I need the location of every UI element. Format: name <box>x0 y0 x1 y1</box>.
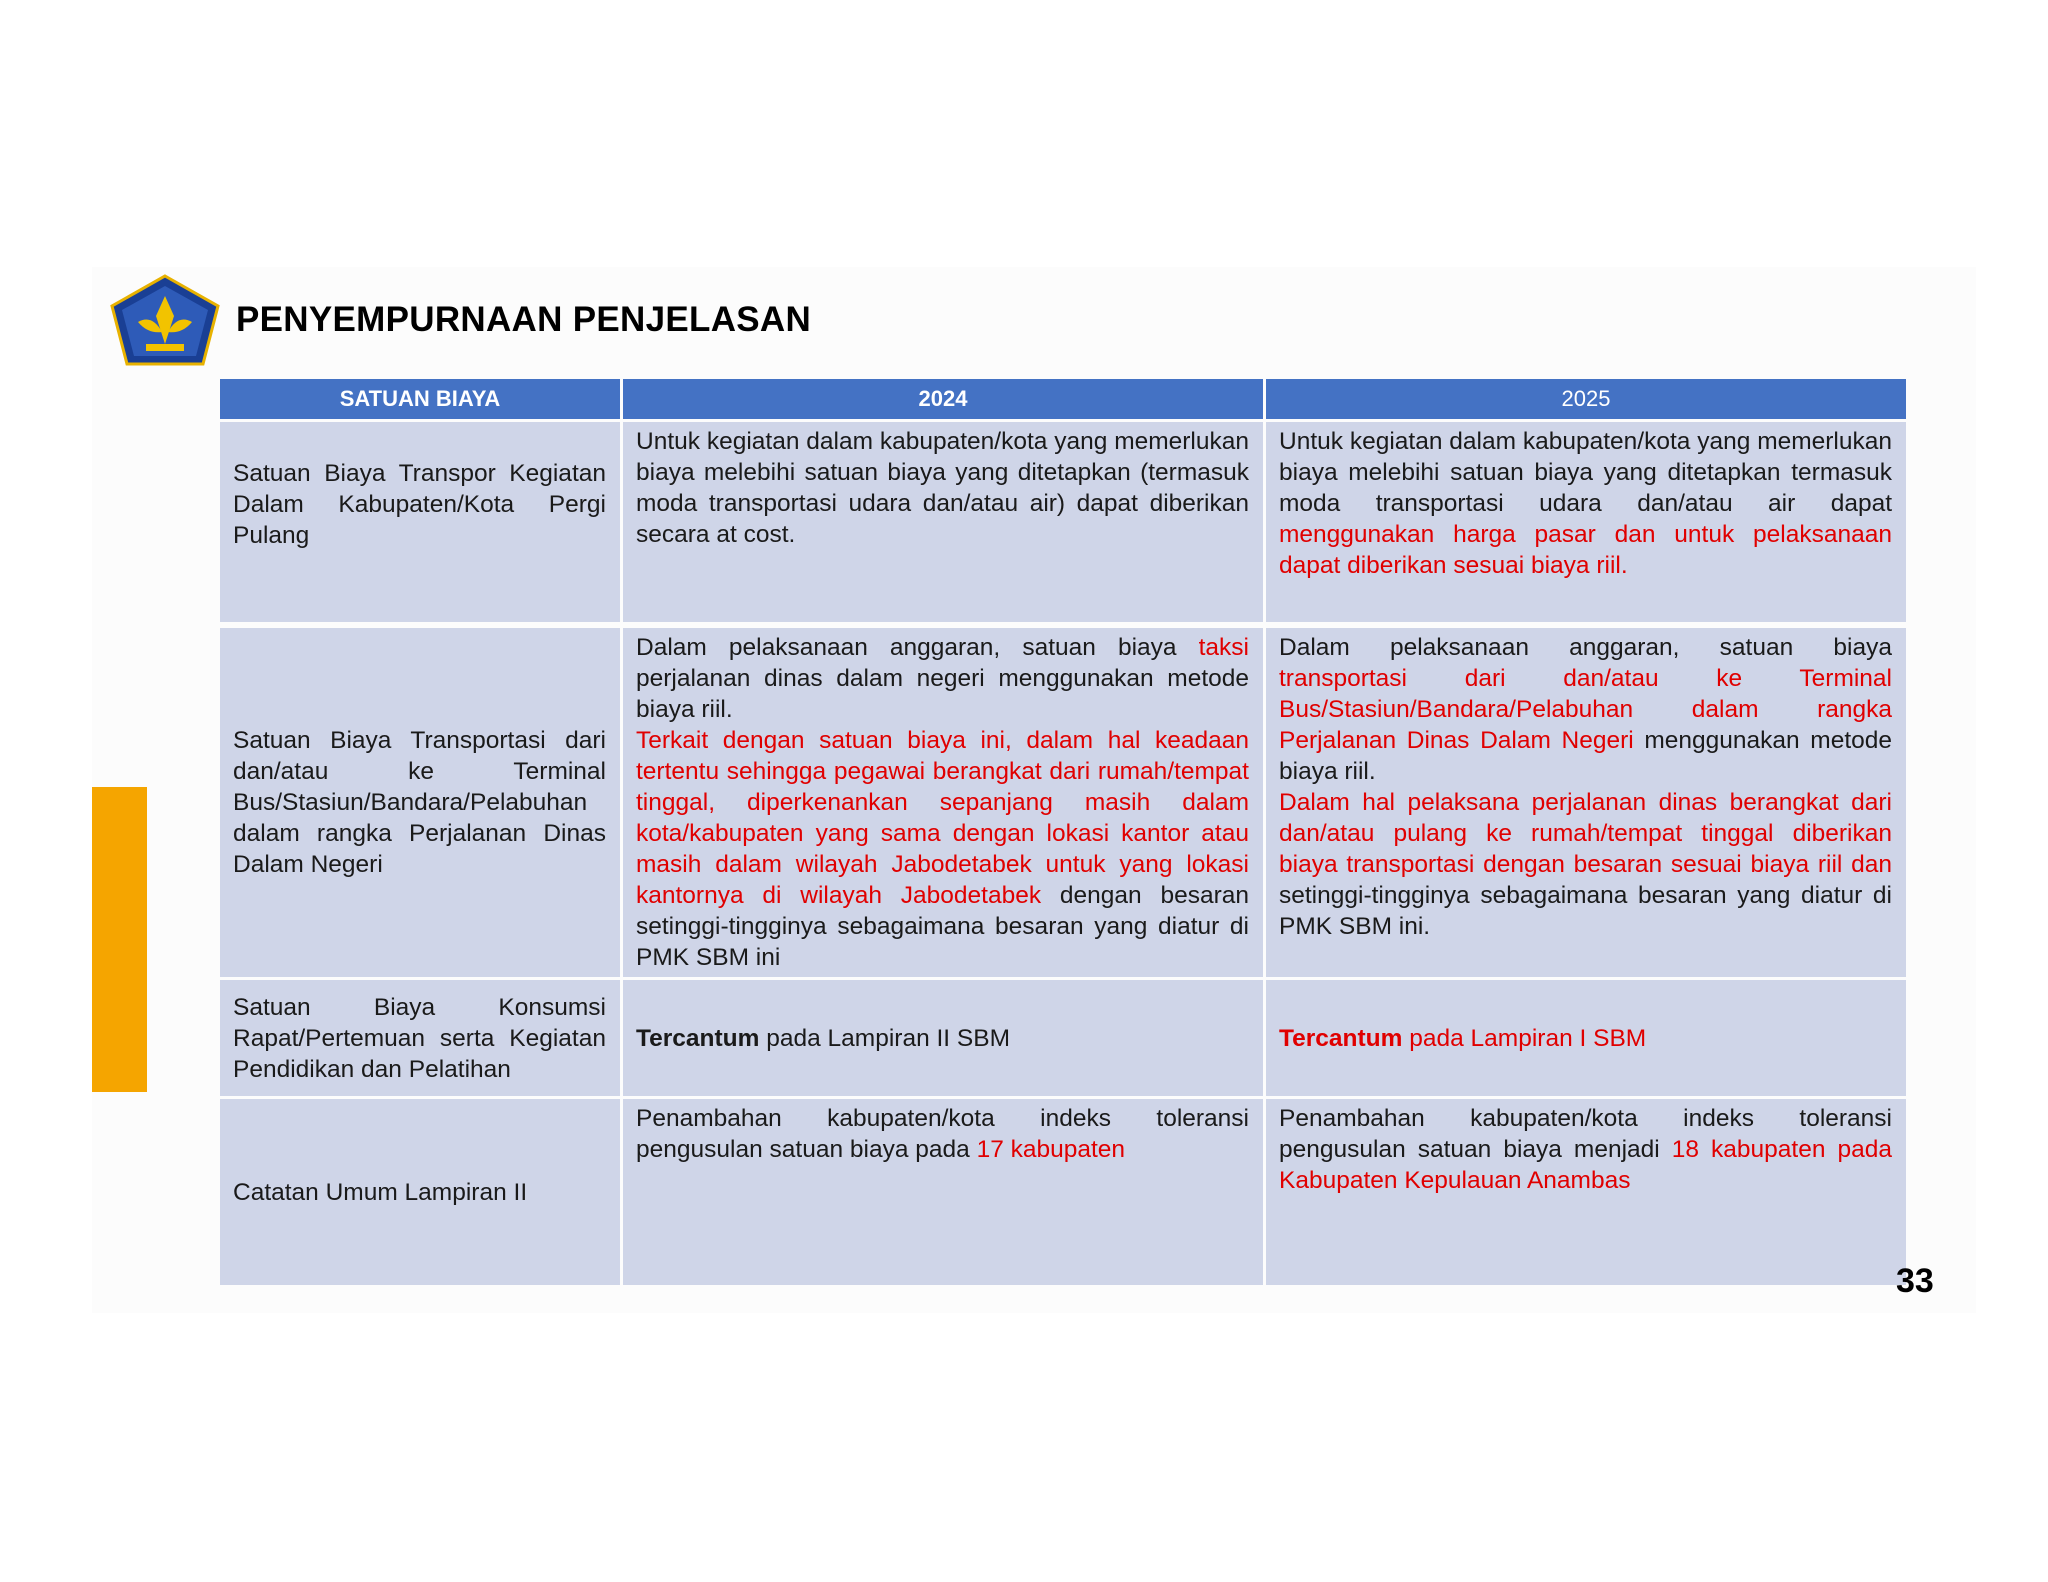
cell-2025 <box>1266 1099 1906 1285</box>
column-header-2024: 2024 <box>623 379 1263 419</box>
column-header-satuan-biaya: SATUAN BIAYA <box>220 379 620 419</box>
kemenkeu-emblem-icon <box>108 274 222 366</box>
cell-text-changed: taksi <box>1198 634 1249 661</box>
cell-text-changed: Dalam hal pelaksana perjalanan dinas berangkat dari dan/atau pulang ke rumah/tempat tinggal diberikan biaya transportasi dengan besaran sesuai biaya riil dan <box>1279 789 1892 878</box>
cell-paragraph <box>1279 787 1892 942</box>
cell-text: menggunakan metode biaya riil. <box>1279 727 1893 785</box>
cell-text-bold-changed: Tercantum <box>1279 1024 1403 1052</box>
cell-2025 <box>1266 628 1906 977</box>
row-label: Catatan Umum Lampiran II <box>220 1099 620 1285</box>
cell-2024 <box>623 1099 1263 1285</box>
row-label: Satuan Biaya Transpor Kegiatan Dalam Kabupaten/Kota Pergi Pulang <box>220 422 620 622</box>
cell-text: setinggi-tingginya sebagaimana besaran yang diatur di PMK SBM ini. <box>1279 882 1892 940</box>
cell-text-changed: 18 kabupaten pada Kabupaten Kepulauan Anambas <box>1279 1136 1892 1194</box>
accent-bar <box>92 787 147 1092</box>
row-label: Satuan Biaya Transportasi dari dan/atau ke Terminal Bus/Stasiun/Bandara/Pelabuhan dalam rangka Perjalanan Dinas Dalam Negeri <box>220 628 620 977</box>
cell-text-changed: pada Lampiran I SBM <box>1402 1024 1647 1052</box>
table-row <box>220 422 1906 622</box>
cell-text: Dalam pelaksanaan anggaran, satuan biaya <box>636 634 1199 661</box>
page-title: PENYEMPURNAAN PENJELASAN <box>236 300 812 339</box>
cell-text: Dalam pelaksanaan anggaran, satuan biaya <box>1279 634 1892 661</box>
cell-text: Penambahan kabupaten/kota indeks toleransi pengusulan satuan biaya pada <box>636 1105 1249 1163</box>
table-header-row <box>220 379 1906 419</box>
table-row <box>220 628 1906 977</box>
column-header-2025: 2025 <box>1266 379 1906 419</box>
cell-text: pada Lampiran II SBM <box>759 1024 1011 1052</box>
cell-2024 <box>623 980 1263 1096</box>
cell-paragraph <box>636 725 1249 973</box>
cell-text: perjalanan dinas dalam negeri menggunakan metode biaya riil. <box>636 665 1249 723</box>
cell-2025 <box>1266 422 1906 622</box>
cell-text-changed: menggunakan harga pasar dan untuk pelaksanaan dapat diberikan sesuai biaya riil. <box>1279 521 1892 579</box>
cell-text: Penambahan kabupaten/kota indeks toleransi pengusulan satuan biaya menjadi <box>1279 1105 1892 1163</box>
page-number: 33 <box>1896 1262 1934 1300</box>
cell-text-changed: Terkait dengan satuan biaya ini, dalam hal keadaan tertentu sehingga pegawai berangkat dari rumah/tempat tinggal, diperkenankan sepanjang masih dalam kota/kabupaten yang sama dengan lokasi kantor atau masih dalam wilayah Jabodetabek untuk yang lokasi kantornya di wilayah Jabodetabek <box>636 727 1249 909</box>
row-label: Satuan Biaya Konsumsi Rapat/Pertemuan serta Kegiatan Pendidikan dan Pelatihan <box>220 980 620 1096</box>
cell-2024 <box>623 422 1263 622</box>
cell-2025 <box>1266 980 1906 1096</box>
cell-text-changed: 17 kabupaten <box>976 1136 1126 1163</box>
cell-text-changed: transportasi dari dan/atau ke Terminal Bus/Stasiun/Bandara/Pelabuhan dalam rangka Perjalanan Dinas Dalam Negeri <box>1279 665 1892 754</box>
cell-text: dengan besaran setinggi-tingginya sebagaimana besaran yang diatur di PMK SBM ini <box>636 882 1249 971</box>
comparison-table <box>217 376 1909 1288</box>
cell-paragraph <box>636 632 1249 725</box>
table-row <box>220 1099 1906 1285</box>
cell-text: Untuk kegiatan dalam kabupaten/kota yang memerlukan biaya melebihi satuan biaya yang ditetapkan (termasuk moda transportasi udara dan/atau air) dapat diberikan secara at cost. <box>636 428 1249 548</box>
cell-text: Untuk kegiatan dalam kabupaten/kota yang memerlukan biaya melebihi satuan biaya yang ditetapkan termasuk moda transportasi udara dan/atau air dapat <box>1279 428 1892 517</box>
cell-2024 <box>623 628 1263 977</box>
table-row <box>220 980 1906 1096</box>
cell-paragraph <box>1279 632 1892 787</box>
cell-text-bold: Tercantum <box>636 1024 760 1052</box>
